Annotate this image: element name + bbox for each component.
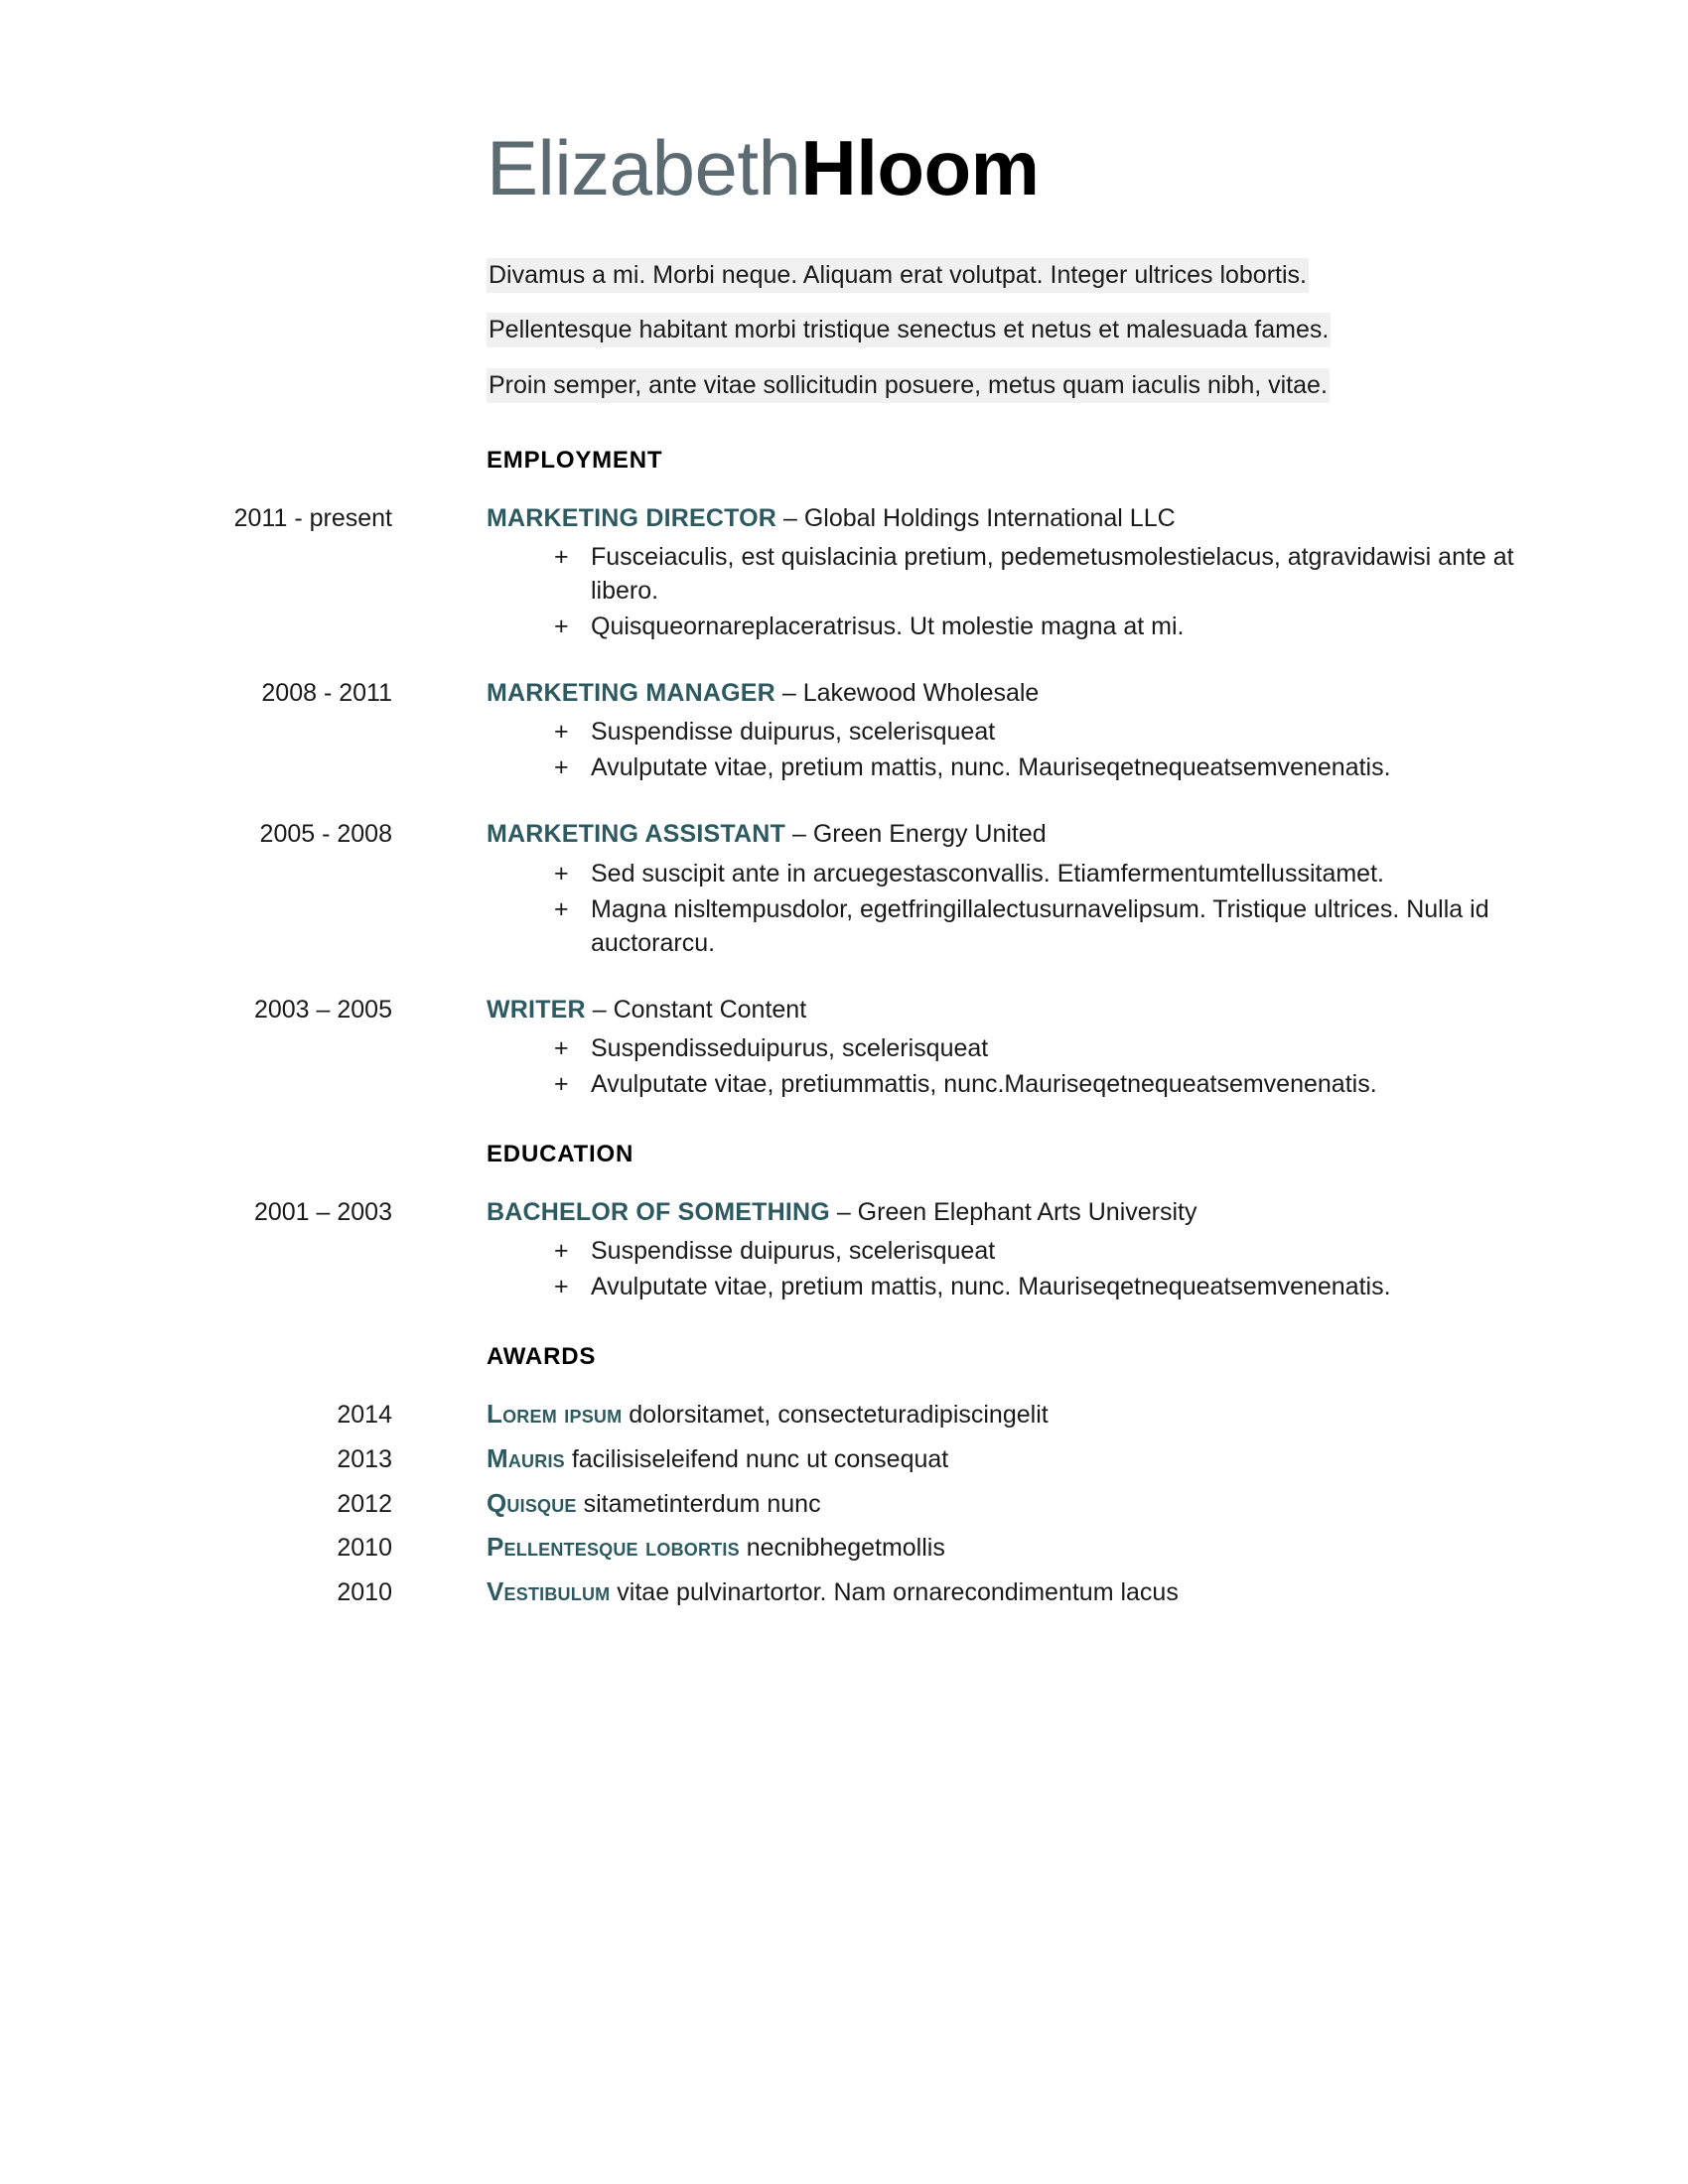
resume-header [0, 0, 1688, 212]
award-text [392, 1486, 1688, 1522]
entry-organization: Lakewood Wholesale [802, 679, 1040, 707]
plus-bullet-icon: + [554, 543, 569, 571]
award-year: 2013 [337, 1444, 392, 1473]
bullet-text: Avulputate vitae, pretium mattis, nunc. Mauriseqetnequeatsemvenenatis. [591, 753, 1391, 782]
employment-entry [0, 816, 1688, 961]
entry-separator: – [585, 995, 614, 1024]
entry-date: 2001 – 2003 [253, 1197, 392, 1226]
bullet-item [487, 857, 1554, 890]
entry-separator: – [774, 679, 803, 707]
section-heading-employment: EMPLOYMENT [487, 446, 663, 474]
employment-entry [0, 500, 1688, 645]
awards-list [0, 1397, 1688, 1610]
plus-bullet-icon: + [554, 1237, 569, 1265]
section-heading-awards: AWARDS [487, 1343, 597, 1370]
entry-role: MARKETING MANAGER [487, 679, 775, 707]
entry-separator: – [829, 1197, 858, 1226]
summary-line-text: Proin semper, ante vitae sollicitudin posuere, metus quam iaculis nibh, vitae. [487, 368, 1330, 403]
first-name: Elizabeth [487, 124, 801, 212]
bullet-text: Suspendisse duipurus, scelerisqueat [591, 1237, 996, 1265]
entry-body [392, 500, 1688, 645]
employment-entry [0, 675, 1688, 786]
entry-separator: – [776, 503, 804, 532]
employment-entry [0, 992, 1688, 1103]
award-rest: facilisiseleifend nunc ut consequat [564, 1444, 949, 1473]
award-lead: Lorem ipsum [487, 1399, 623, 1429]
award-text [392, 1397, 1688, 1433]
bullet-item [487, 1067, 1554, 1101]
entry-role: MARKETING DIRECTOR [487, 503, 777, 532]
plus-bullet-icon: + [554, 1033, 569, 1062]
award-text [392, 1441, 1688, 1477]
bullet-text: Suspendisseduipurus, scelerisqueat [591, 1033, 989, 1062]
education-entry [0, 1194, 1688, 1305]
bullet-text: Avulputate vitae, pretium mattis, nunc. Mauriseqetnequeatsemvenenatis. [591, 1273, 1391, 1300]
summary-line-text: Pellentesque habitant morbi tristique senectus et netus et malesuada fames. [487, 313, 1331, 347]
plus-bullet-icon: + [554, 753, 569, 782]
bullet-item [487, 610, 1554, 643]
entry-organization: Green Elephant Arts University [857, 1197, 1197, 1226]
bullet-item [487, 540, 1554, 608]
entry-organization: Global Holdings International LLC [803, 503, 1176, 532]
plus-bullet-icon: + [554, 1273, 569, 1300]
candidate-name [487, 124, 1549, 212]
summary-block [0, 259, 1688, 403]
entry-bullets [487, 1234, 1554, 1303]
award-year: 2010 [337, 1534, 392, 1563]
bullet-item [487, 892, 1554, 960]
entry-date: 2003 – 2005 [253, 995, 392, 1024]
entry-title [487, 1194, 1554, 1230]
plus-bullet-icon: + [554, 718, 569, 747]
bullet-text: Fusceiaculis, est quislacinia pretium, pedemetusmolestielacus, atgravidawisi ante at libero. [591, 543, 1514, 605]
entry-role: MARKETING ASSISTANT [487, 820, 786, 849]
plus-bullet-icon: + [554, 613, 569, 640]
bullet-text: Magna nisltempusdolor, egetfringillalectusurnavelipsum. Tristique ultrices. Nulla id auctorarcu. [591, 894, 1489, 957]
award-row [0, 1530, 1688, 1566]
bullet-text: Avulputate vitae, pretiummattis, nunc.Mauriseqetnequeatsemvenenatis. [591, 1069, 1377, 1098]
award-year: 2010 [337, 1578, 392, 1606]
entry-separator: – [785, 820, 813, 849]
bullet-item [487, 715, 1554, 749]
award-rest: dolorsitamet, consecteturadipiscingelit [622, 1401, 1049, 1429]
award-rest: necnibhegetmollis [739, 1534, 945, 1563]
bullet-item [487, 751, 1554, 784]
entry-body [392, 1194, 1688, 1305]
award-rest: sitametinterdum nunc [576, 1489, 821, 1518]
bullet-item [487, 1031, 1554, 1065]
entry-role: WRITER [487, 995, 586, 1024]
award-lead: Pellentesque lobortis [487, 1532, 740, 1563]
last-name: Hloom [800, 124, 1040, 212]
award-row [0, 1441, 1688, 1477]
entry-date: 2011 - present [233, 503, 392, 532]
bullet-item [487, 1270, 1554, 1303]
award-row [0, 1397, 1688, 1433]
section-heading-education: EDUCATION [487, 1140, 634, 1167]
entry-bullets [487, 857, 1554, 960]
entry-bullets [487, 540, 1554, 643]
bullet-text: Sed suscipit ante in arcuegestasconvallis. Etiamfermentumtellussitamet. [591, 859, 1384, 887]
plus-bullet-icon: + [554, 1069, 569, 1098]
award-rest: vitae pulvinartortor. Nam ornarecondimentum lacus [610, 1578, 1179, 1606]
entry-body [392, 675, 1688, 786]
award-year: 2012 [337, 1489, 392, 1518]
entry-bullets [487, 1031, 1554, 1101]
plus-bullet-icon: + [554, 894, 569, 923]
entry-body [392, 816, 1688, 961]
award-year: 2014 [337, 1401, 392, 1429]
entry-title [487, 500, 1554, 536]
award-text [392, 1574, 1688, 1610]
award-row [0, 1486, 1688, 1522]
bullet-text: Suspendisse duipurus, scelerisqueat [591, 718, 996, 747]
entry-body [392, 992, 1688, 1103]
plus-bullet-icon: + [554, 859, 569, 887]
summary-line [487, 314, 1549, 347]
entry-bullets [487, 715, 1554, 784]
award-lead: Quisque [487, 1487, 577, 1518]
award-text [392, 1530, 1688, 1566]
entry-role: BACHELOR OF SOMETHING [487, 1197, 830, 1226]
summary-line [487, 259, 1549, 293]
entry-organization: Green Energy United [812, 820, 1047, 849]
award-row [0, 1574, 1688, 1610]
award-lead: Mauris [487, 1442, 565, 1473]
entry-organization: Constant Content [613, 995, 807, 1024]
award-lead: Vestibulum [487, 1576, 611, 1606]
entry-title [487, 816, 1554, 852]
entry-title [487, 675, 1554, 711]
entry-date: 2005 - 2008 [259, 820, 392, 849]
bullet-text: Quisqueornareplaceratrisus. Ut molestie magna at mi. [591, 613, 1185, 640]
entry-title [487, 992, 1554, 1027]
summary-line-text: Divamus a mi. Morbi neque. Aliquam erat volutpat. Integer ultrices lobortis. [487, 258, 1309, 293]
summary-line [487, 369, 1549, 403]
entry-date: 2008 - 2011 [261, 679, 392, 707]
bullet-item [487, 1234, 1554, 1268]
